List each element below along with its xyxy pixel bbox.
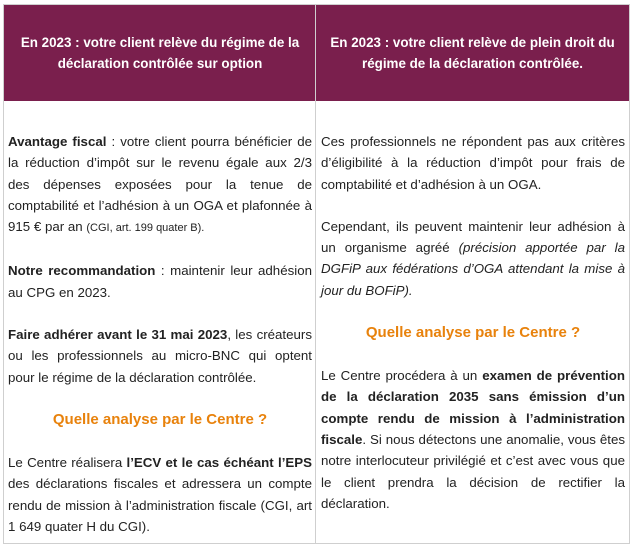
centre-analysis-right: Le Centre procédera à un examen de prévention de la déclaration 2035 sans émission d’un compte rendu de mission à l’administration fiscale. Si nous détectons une anomalie, vous êtes notre interlocuteur privilégié et c’est avec vous que le client prendra la décision de rectifier la déclaration. — [321, 368, 625, 511]
legal-reference: (CGI, art. 199 quater B). — [86, 222, 205, 235]
table-header — [4, 5, 629, 101]
recommendation-label: Notre recommandation — [8, 263, 156, 279]
membership-paragraph: Cependant, ils peuvent maintenir leur adhésion à un organisme agréé (précision apportée par la DGFiP aux fédérations d’OGA attendant la mise à jour du BOFiP). — [321, 218, 625, 298]
column-divider — [315, 5, 316, 543]
deadline-label: Faire adhérer avant le 31 mai 2023 — [8, 327, 228, 343]
deadline-paragraph: Faire adhérer avant le 31 mai 2023, les créateurs ou les professionnels au micro-BNC qui optent pour le régime de la déclaration contrôlée. — [8, 327, 312, 385]
tax-advantage-paragraph: Avantage fiscal : votre client pourra bénéficier de la réduction d’impôt sur le revenu égale aux 2/3 des dépenses exposées pour la tenue de comptabilité et l’adhésion à un OGA et plafonnée à 915 € par an (CGI, art. 199 quater B). — [8, 134, 313, 235]
centre-analysis-left: Le Centre réalisera l’ECV et le cas échéant l’EPS des déclarations fiscales et adressera un compte rendu de mission à l’administration fiscale (CGI, art 1 649 quater H du CGI). — [8, 454, 312, 534]
info-table — [3, 4, 630, 544]
tax-advantage-label: Avantage fiscal — [8, 134, 107, 149]
dgfip-precision: (précision apportée par la DGFiP aux fédérations d’OGA attendant la mise à jour du BOFiP). — [321, 240, 625, 298]
header-right: En 2023 : votre client relève de plein droit du régime de la déclaration contrôlée. — [330, 35, 615, 71]
left-column — [8, 101, 312, 558]
recommendation-paragraph: Notre recommandation : maintenir leur adhésion au CPG en 2023. — [8, 263, 312, 300]
header-left: En 2023 : votre client relève du régime de la déclaration contrôlée sur option — [20, 35, 300, 71]
eligibility-paragraph: Ces professionnels ne répondent pas aux critères d’éligibilité à la réduction d’impôt pour frais de comptabilité et d’adhésion à un OGA. — [321, 134, 625, 192]
right-column — [321, 101, 625, 535]
analysis-title-left: Quelle analyse par le Centre ? — [52, 410, 268, 428]
analysis-title-right: Quelle analyse par le Centre ? — [365, 324, 581, 342]
